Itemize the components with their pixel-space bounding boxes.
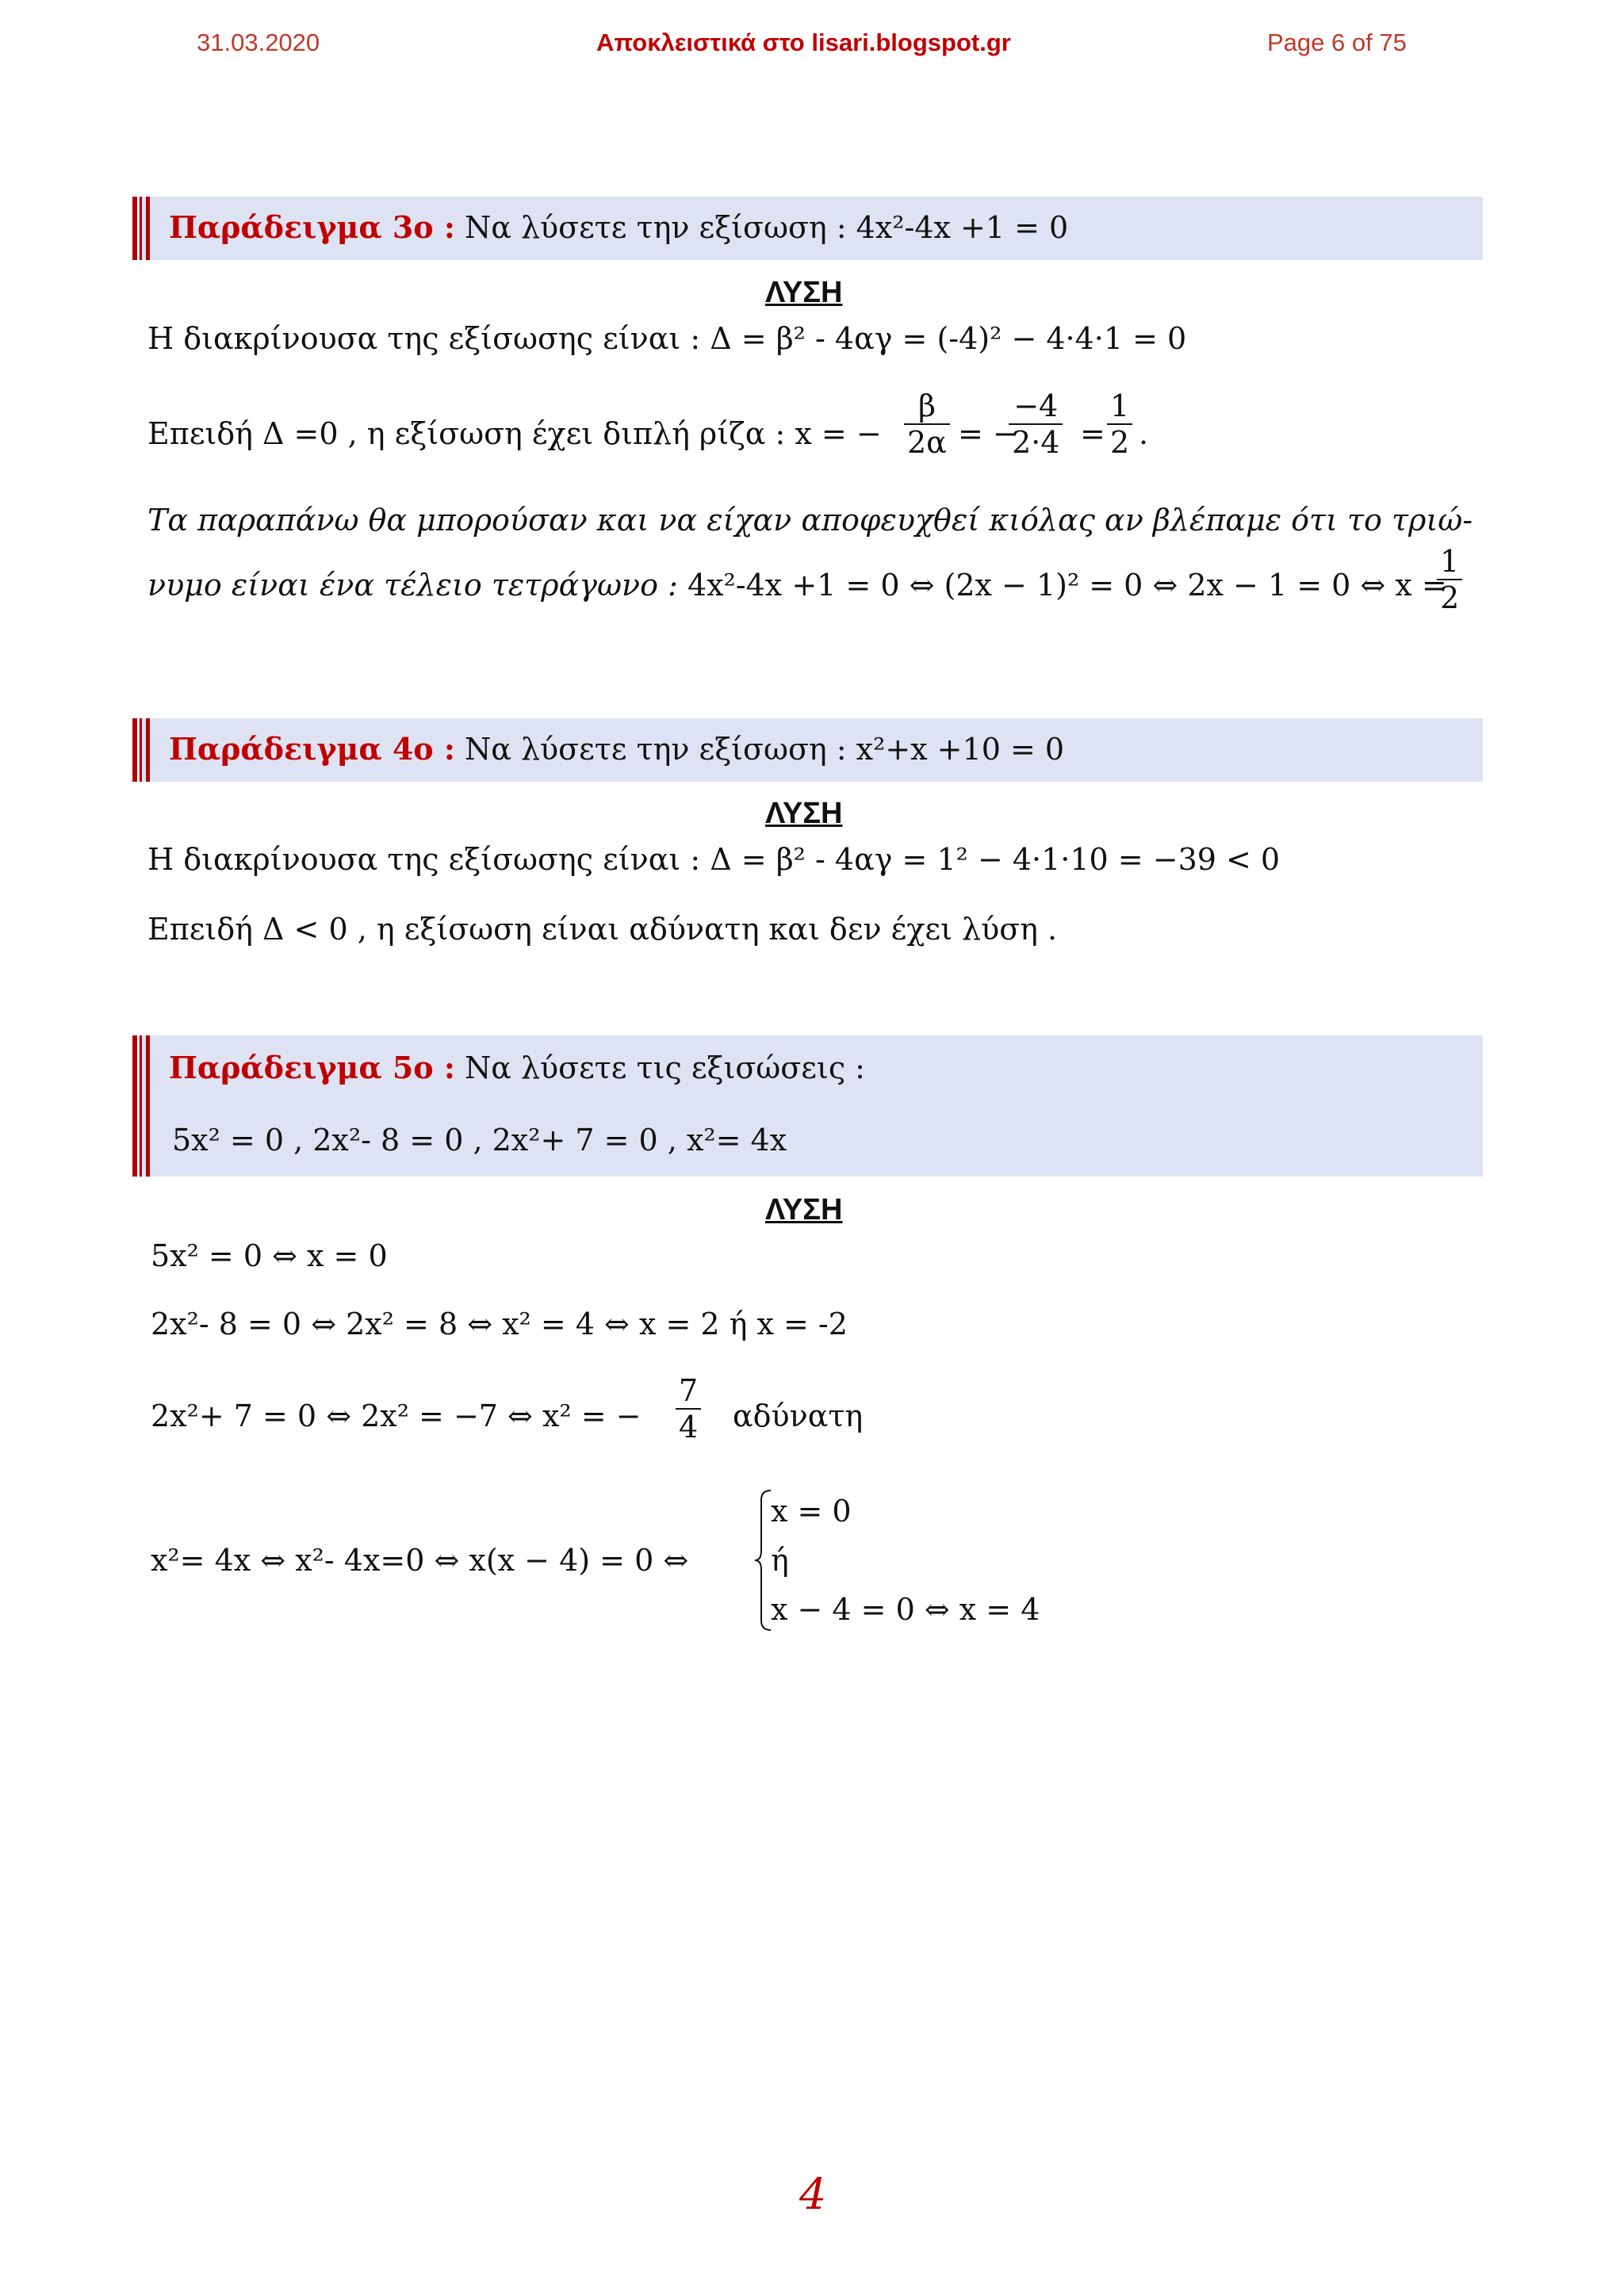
header-date: 31.03.2020 [197,29,320,56]
example-4-eq: x²+x +10 = 0 [856,732,1065,767]
fraction-1-num: β [917,388,936,423]
header-title: Αποκλειστικά στο lisari.blogspot.gr [596,29,1011,56]
note-text: νυμο είναι ένα τέλειο τετράγωνο : [147,568,678,603]
example-3-double-root: Επειδή Δ =0 , η εξίσωση έχει διπλή ρίζα : x = − [147,416,882,451]
equals-sign: = [1080,416,1105,451]
fraction-4-den: 2 [1437,579,1462,615]
example-4-conclusion: Επειδή Δ < 0 , η εξίσωση είναι αδύνατη και δεν έχει λύση . [147,912,1058,947]
example-3-label: Παράδειγμα 3ο : [169,209,455,245]
example-4-solution-title: ΛΥΣΗ [765,797,843,830]
example-5-bar [132,1035,150,1177]
fraction-1-den: 2α [904,423,950,460]
example-5-equations: 5x² = 0 , 2x²- 8 = 0 , 2x²+ 7 = 0 , x²= 4x [172,1123,787,1158]
example-4-heading [169,731,1064,767]
example-4-box [139,718,1483,782]
example-4-text: Να λύσετε την εξίσωση : [464,732,847,767]
example-3-note-line-1: Τα παραπάνω θα μπορούσαν και να είχαν αποφευχθεί κιόλας αν βλέπαμε ότι το τριώ- [147,503,1473,538]
example-5-fraction [676,1373,701,1445]
example-5-solution-1: 5x² = 0 ⇔ x = 0 [151,1238,388,1273]
fraction-2-num: −4 [1013,388,1059,423]
example-5-solution-4: x²= 4x ⇔ x²- 4x=0 ⇔ x(x − 4) = 0 ⇔ [151,1543,689,1578]
fraction-3-num: 1 [1110,388,1130,423]
example-3-fraction-2 [1009,388,1063,460]
note-equation: 4x²-4x +1 = 0 ⇔ (2x − 1)² = 0 ⇔ 2x − 1 = 0 ⇔ x = [687,568,1447,603]
fraction-3-den: 2 [1107,423,1132,460]
curly-brace-icon [755,1489,772,1632]
example-5-solution-title: ΛΥΣΗ [765,1193,843,1226]
example-5-text: Να λύσετε τις εξισώσεις : [464,1050,865,1085]
example-3-discriminant: Η διακρίνουσα της εξίσωσης είναι : Δ = β² - 4αγ = (-4)² − 4·4·1 = 0 [147,321,1187,356]
example-3-text: Να λύσετε την εξίσωση : [464,210,847,245]
example-3-eq: 4x²-4x +1 = 0 [856,210,1069,245]
fraction-4-num: 1 [1440,544,1460,579]
header-page: Page 6 of 75 [1267,29,1407,56]
example-3-solution-title: ΛΥΣΗ [765,276,843,309]
example-4-label: Παράδειγμα 4ο : [169,731,455,767]
example-3-fraction-4 [1437,544,1462,615]
example-5-impossible: αδύνατη [733,1399,864,1433]
example-5-solution-3: 2x²+ 7 = 0 ⇔ 2x² = −7 ⇔ x² = − [151,1399,642,1433]
page-number: 4 [799,2169,827,2219]
example-3-fraction-1 [904,388,950,460]
period: . [1139,416,1149,451]
fraction-2-den: 2·4 [1009,423,1063,460]
example-3-fraction-3 [1107,388,1132,460]
fraction-num: 7 [679,1373,699,1408]
fraction-den: 4 [676,1408,701,1445]
example-5-box [139,1035,1483,1177]
example-5-solution-2: 2x²- 8 = 0 ⇔ 2x² = 8 ⇔ x² = 4 ⇔ x = 2 ή x = -2 [151,1307,848,1341]
equals-sign: = − [958,416,1018,451]
case-1: x = 0 [771,1494,852,1529]
example-3-heading [169,209,1068,245]
example-5-heading [169,1050,865,1085]
example-3-note-line-2 [147,568,1447,603]
example-3-bar [132,197,150,260]
example-4-discriminant: Η διακρίνουσα της εξίσωσης είναι : Δ = β² - 4αγ = 1² − 4·1·10 = −39 < 0 [147,842,1281,877]
case-or: ή [771,1543,789,1578]
example-5-label: Παράδειγμα 5ο : [169,1050,455,1085]
case-2: x − 4 = 0 ⇔ x = 4 [771,1592,1040,1627]
example-3-box [139,197,1483,260]
example-4-bar [132,718,150,782]
